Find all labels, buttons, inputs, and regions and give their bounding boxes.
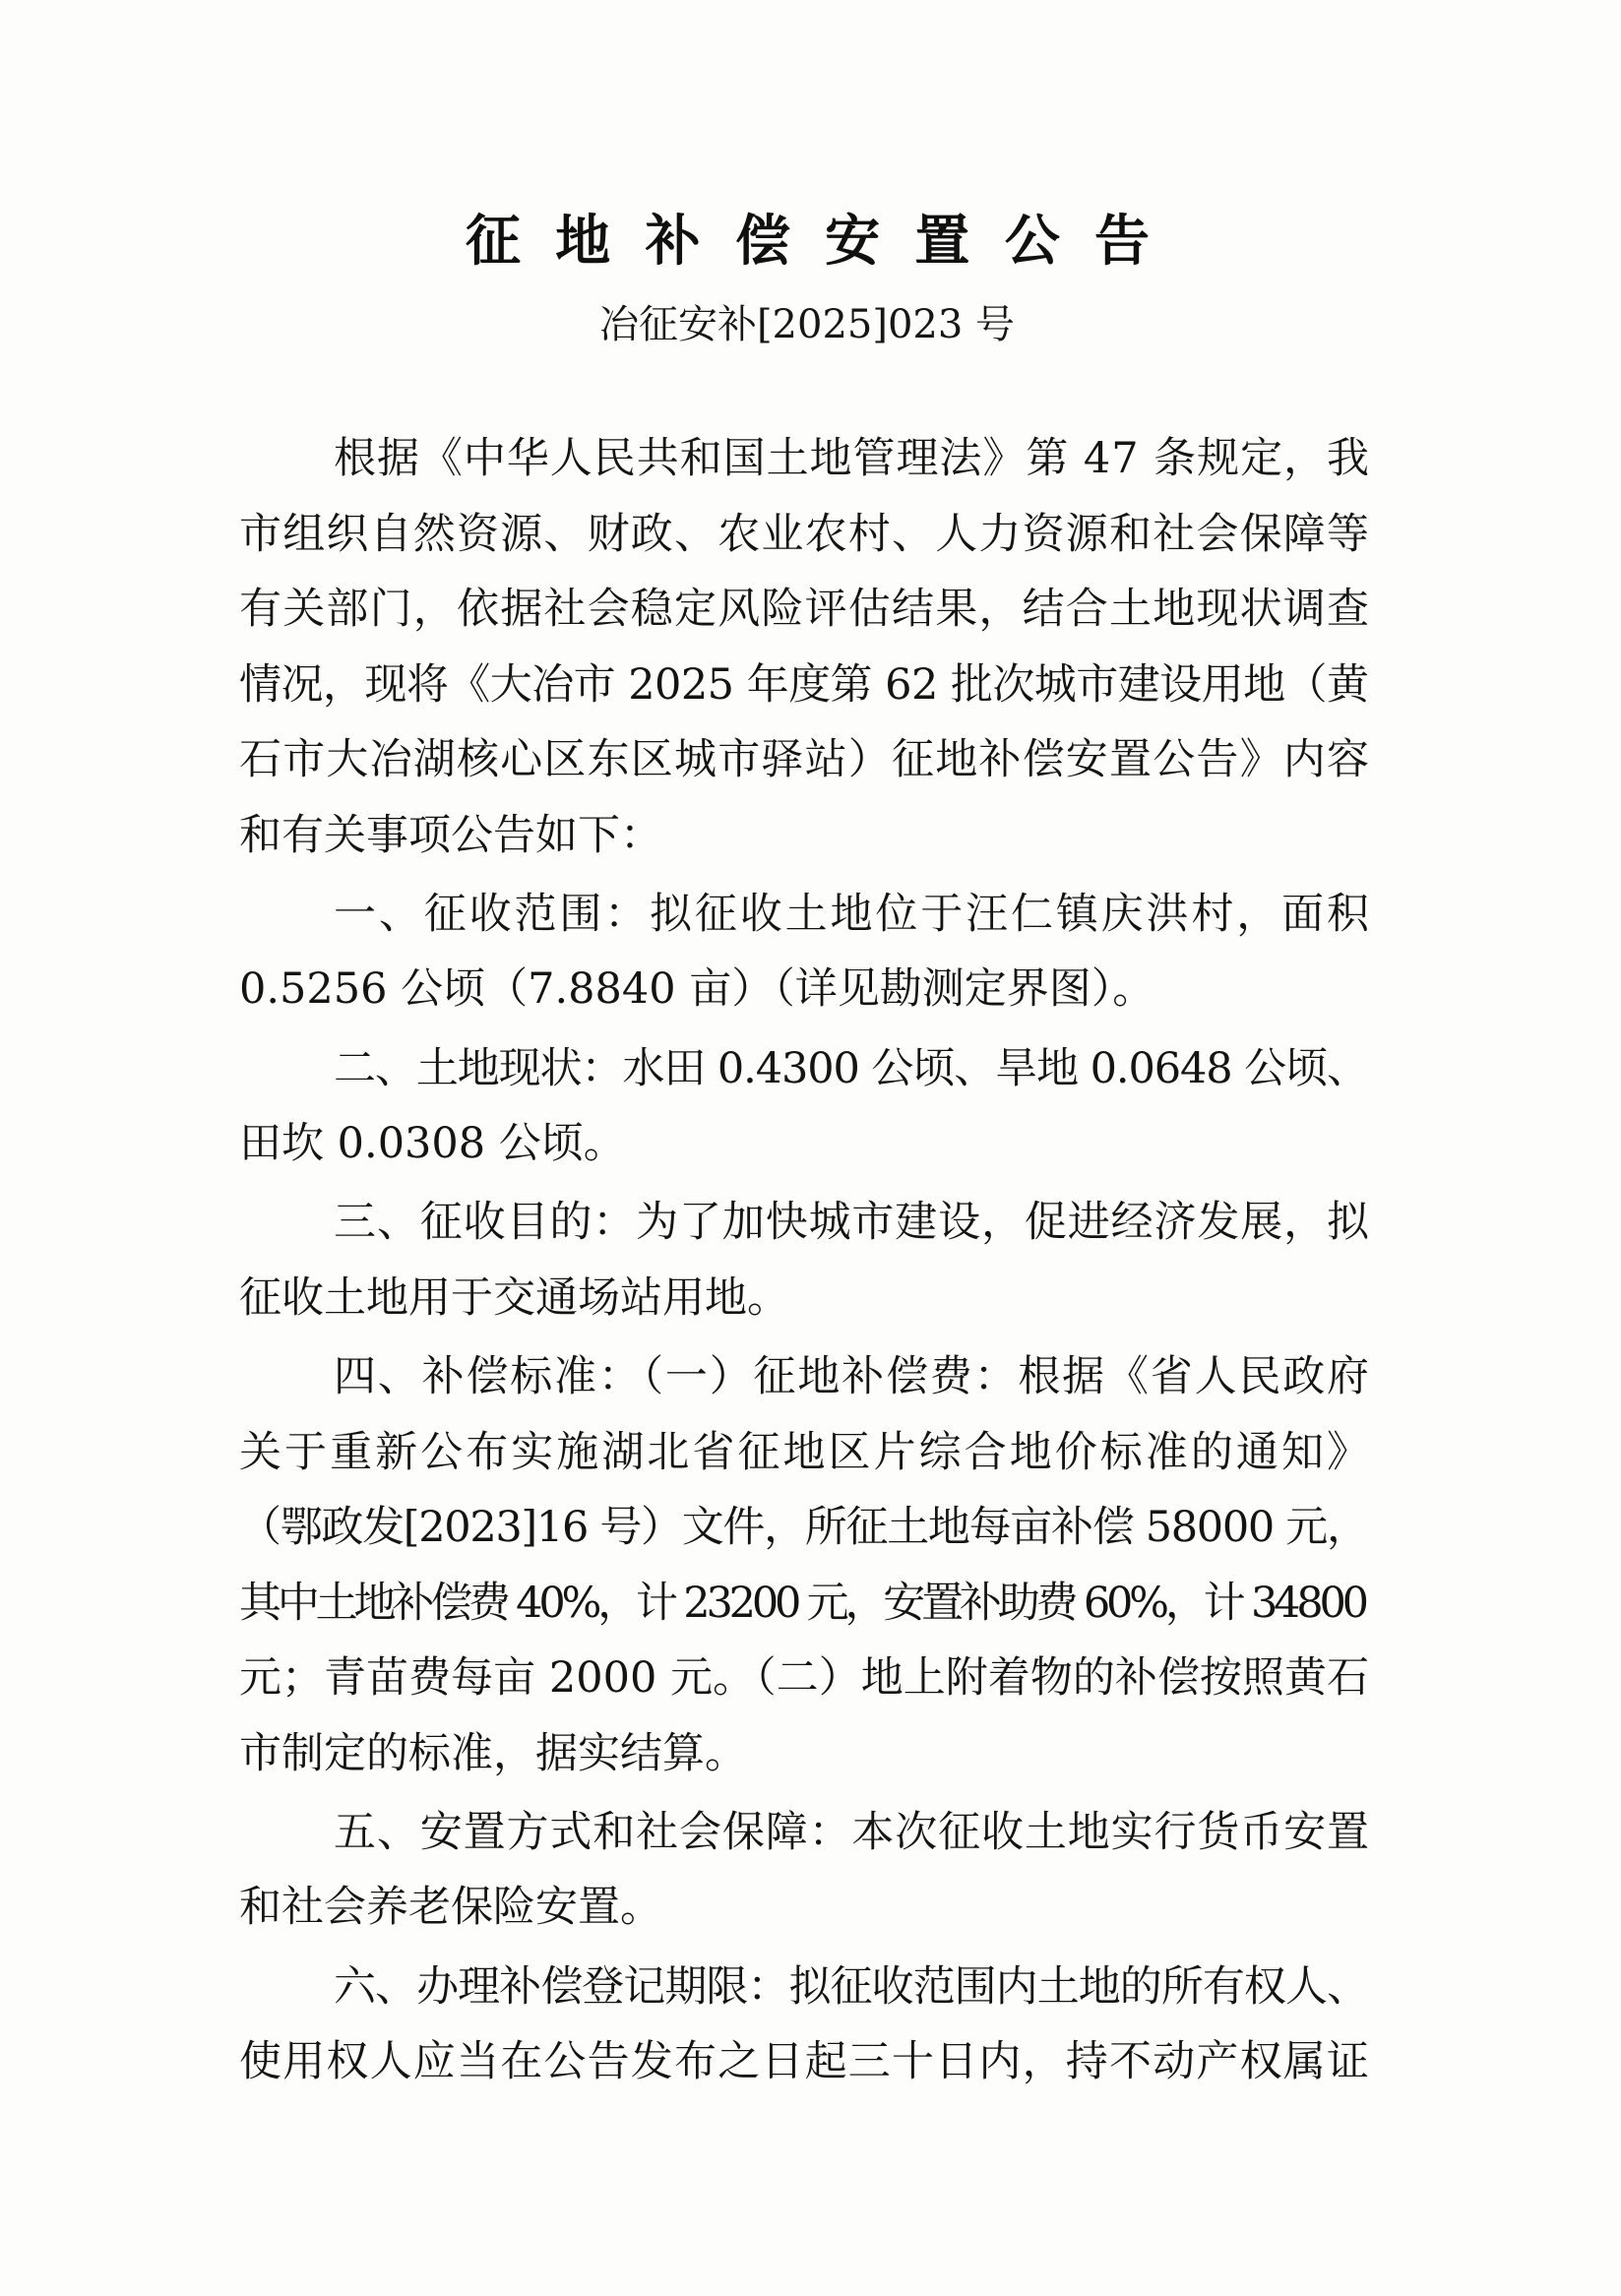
line-text: 一、征收范围：拟征收土地位于汪仁镇庆洪村，面积 bbox=[334, 889, 1372, 939]
document-body bbox=[239, 421, 1373, 2103]
line-text: 六、办理补偿登记期限：拟征收范围内土地的所有权人、 bbox=[334, 1961, 1369, 2012]
paragraph-land-status bbox=[239, 1031, 1369, 1182]
line-text: 和有关事项公告如下： bbox=[239, 810, 662, 860]
paragraph-line bbox=[239, 1185, 1369, 1261]
paragraph-line bbox=[239, 1795, 1369, 1871]
paragraph-line bbox=[239, 1490, 1369, 1566]
document-number-text: 冶征安补[2025]023 号 bbox=[598, 302, 1016, 347]
paragraph-line bbox=[239, 1641, 1369, 1716]
line-text: 使用权人应当在公告发布之日起三十日内，持不动产权属证 bbox=[239, 2037, 1371, 2086]
line-text: 情况，现将《大冶市 2025 年度第 62 批次城市建设用地（黄 bbox=[239, 659, 1369, 710]
paragraph-line bbox=[239, 2024, 1369, 2100]
line-text: 三、征收目的：为了加快城市建设，促进经济发展，拟 bbox=[334, 1198, 1370, 1248]
line-text: 二、土地现状：水田 0.4300 公顷、旱地 0.0648 公顷、 bbox=[334, 1043, 1368, 1093]
paragraph-line bbox=[239, 1415, 1373, 1491]
line-text: 其中土地补偿费 40%，计 23200 元，安置补助费 60%，计 34800 bbox=[239, 1578, 1365, 1628]
paragraph-line bbox=[239, 722, 1369, 798]
paragraph-line bbox=[239, 1339, 1369, 1415]
paragraph-line bbox=[239, 1031, 1369, 1107]
paragraph-intro bbox=[239, 421, 1369, 873]
paragraph-line bbox=[239, 798, 1369, 874]
line-text: 关于重新公布实施湖北省征地区片综合地价标准的通知》 bbox=[239, 1427, 1373, 1477]
paragraph-line bbox=[239, 1870, 1369, 1946]
line-text: 市制定的标准，据实结算。 bbox=[239, 1728, 747, 1778]
paragraph-resettlement bbox=[239, 1795, 1369, 1946]
line-text: 四、补偿标准：（一）征地补偿费：根据《省人民政府 bbox=[334, 1352, 1371, 1401]
line-text: 征收土地用于交通场站用地。 bbox=[239, 1272, 789, 1323]
document-title-text: 征地补偿安置公告 bbox=[466, 209, 1185, 274]
line-text: 田坎 0.0308 公顷。 bbox=[239, 1119, 626, 1168]
paragraph-line bbox=[239, 572, 1369, 648]
paragraph-line bbox=[239, 1566, 1369, 1642]
paragraph-line bbox=[239, 497, 1369, 573]
paragraph-purpose bbox=[239, 1185, 1369, 1335]
paragraph-line bbox=[239, 1106, 1369, 1182]
paragraph-line bbox=[239, 877, 1372, 953]
paragraph-line bbox=[239, 648, 1369, 723]
paragraph-scope bbox=[239, 877, 1372, 1027]
line-text: 五、安置方式和社会保障：本次征收土地实行货币安置 bbox=[334, 1807, 1370, 1857]
line-text: 元；青苗费每亩 2000 元。（二）地上附着物的补偿按照黄石 bbox=[239, 1653, 1370, 1703]
line-text: 0.5256 公顷（7.8840 亩）（详见勘测定界图）。 bbox=[239, 964, 1155, 1015]
paragraph-line bbox=[239, 421, 1369, 497]
line-text: （鄂政发[2023]16 号）文件，所征土地每亩补偿 58000 元， bbox=[239, 1503, 1368, 1552]
paragraph-line bbox=[239, 952, 1369, 1027]
line-text: 根据《中华人民共和国土地管理法》第 47 条规定，我 bbox=[334, 434, 1370, 483]
paragraph-line bbox=[239, 1261, 1369, 1336]
document-title bbox=[466, 205, 1185, 278]
line-text: 石市大冶湖核心区东区城市驿站）征地补偿安置公告》内容 bbox=[239, 735, 1371, 784]
paragraph-line bbox=[239, 1950, 1369, 2025]
line-text: 有关部门，依据社会稳定风险评估结果，结合土地现状调查 bbox=[239, 585, 1371, 634]
paragraph-line bbox=[239, 1716, 1369, 1792]
paragraph-compensation-standard bbox=[239, 1339, 1373, 1791]
document-number bbox=[413, 299, 1201, 350]
line-text: 市组织自然资源、财政、农业农村、人力资源和社会保障等 bbox=[239, 509, 1371, 559]
line-text: 和社会养老保险安置。 bbox=[239, 1883, 662, 1933]
paragraph-registration-deadline bbox=[239, 1950, 1369, 2100]
